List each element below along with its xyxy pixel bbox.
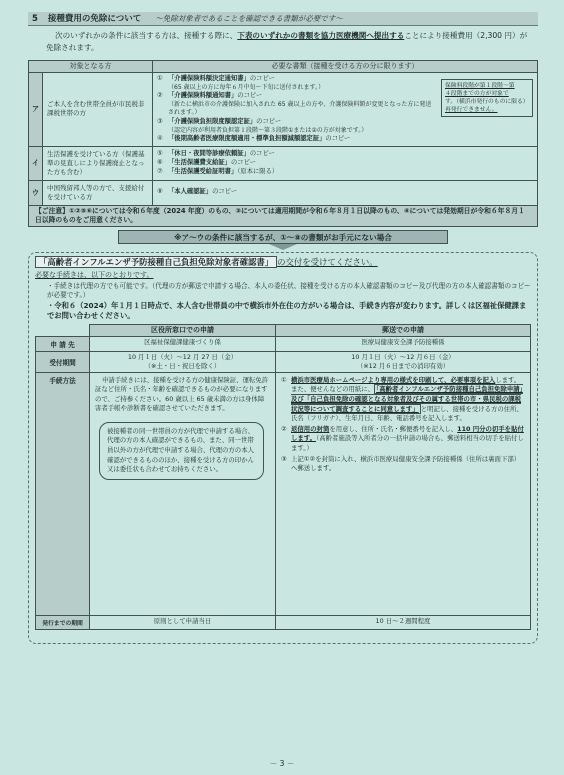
doc-item: ⑧ 「本人確認証」のコピー [157,188,238,196]
outside-resident-note: ・令和６（2024）年１月１日時点で、本人含む世帯員の中で横浜市外在住の方がいる場合は、手続き内容が変わります。詳しくは区福祉保健課までお問い合わせください。 [47,300,527,320]
col-office: 区役所窓口での申請 [90,324,276,336]
no-documents-banner: ※ア～ウの条件に該当するが、①～⑧の書類がお手元にない場合 [118,230,448,244]
section-title: 接種費用の免除について [47,14,142,24]
page-number: － 3 － [269,759,295,768]
caution-note: 【ご注意】①②⑤⑥については令和６年度（2024 年度）のもの、③については適用期間が令和６年８月１日以降のもの、④については発効期日が令和６年８月１日以降のものをご用意ください。 [28,206,538,227]
doc-item: ⑥ 「生活保護費支給証」のコピー [157,158,256,166]
row-code: イ [29,146,43,180]
doc-note: （認定内容が利用者負担第１段階～第３段階①または②の方が対象です。） [168,126,368,134]
row-label: 手続方法 [36,372,90,615]
row-code: ウ [29,180,43,205]
intro-post: ことにより接種費用（2,300 円）が免除されます。 [46,31,528,52]
row-label: 発行までの期間 [36,615,90,629]
doc-item: ③ 「介護保険負担限度額認定証」のコピー [157,117,282,125]
certificate-procedure-box [28,252,538,644]
office-period-note: （※土・日・祝日を除く） [144,361,221,370]
mail-step: ② 返信用の封筒を用意し、住所・氏名・郵便番号を記入し、110 円分の切手を貼付します。（高齢者施設等入所者分の一括申請の場合も、郵送料相当の切手を貼付します。） [281,424,524,452]
head-who: 対象となる方 [29,61,153,73]
proxy-note: ・手続きは代理の方でも可能です。（代理の方が郵送で申請する場合、本人の委任状、接種を受ける方の本人確認書類のコピー及び代理の方の本人確認書類のコピーが必要です。） [47,281,531,299]
procedure-lead: 必要な手続きは、以下のとおりです。 [35,270,154,279]
down-arrow-icon [269,244,297,250]
certificate-name: 「高齢者インフルエンザ予防接種自己負担免除対象者確認書」 [35,256,277,268]
row-label: 申 請 先 [36,336,90,351]
mail-step: ① 横浜市医療局ホームページより専用の様式を印刷して、必要事項を記入します。また、便せんなどの用紙に、 「高齢者インフルエンザ予防接種自己負担免除申請」及び「自己負担免除の確認となる対象者及びその属する世帯の市・県民税の課税状況等について調査することに同意します」 と明記し、接種を受ける方の住所、氏名（フリガナ）、生年月日、年齢、電話番号を記入します。 [281,375,523,423]
head-docs: 必要な書類（接種を受ける方の分に限ります） [153,61,538,73]
row-who: 生活保護を受けている方（保護基準の見直しにより保護廃止となった方も含む） [43,146,153,180]
mail-period-note: （※12 月６日までの消印有効） [356,361,450,370]
office-period: 10 月１日（火）～12 月 27 日（金） [127,352,238,361]
intro-pre: 次のいずれかの条件に該当する方は、接種する際に、 [55,31,238,40]
section-number: 5 [32,14,38,24]
office-dest: 区福祉保健課健康づくり係 [90,336,276,351]
row-who: 中国残留邦人等の方で、支援給付を受けている方 [43,180,153,205]
proxy-requirements-box: 被接種者の同一世帯員の方が代理で申請する場合、代理の方の本人確認ができるもの、また、同一世帯員以外の方が代理で申請する場合、代理の方の本人確認ができるもののほか、接種を受ける方の印かん又は委任状も合わせてお持ちください。 [99,422,264,480]
procedure-table [35,324,531,630]
mail-issue-time: 10 日～２週間程度 [276,615,531,629]
row-label: 受付期間 [36,351,90,372]
office-issue-time: 原則として申請当日 [90,615,276,629]
section-note: ～免除対象者であることを確認できる書類が必要です～ [155,14,343,23]
table-row [36,615,531,629]
doc-item: ② 「介護保険料額通知書」のコピー [157,92,263,100]
premium-tier-callout: 保険料段階が第１段階～第 ４段階までの方が対象で す。（横浜市発行のものに限る） 再発行できません。 [441,79,533,117]
requirements-table [28,60,538,206]
doc-note: （65 歳以上の方に毎年６月中旬～下旬に送付されます。） [168,83,325,91]
row-code: ア [29,73,43,147]
doc-item: ① 「介護保険料額決定通知書」のコピー [157,75,275,82]
table-row [36,351,531,372]
mail-dest: 医療局健康安全課予防接種係 [276,336,531,351]
table-row [29,146,538,180]
row-who: ご本人を含む世帯全員が市民税非課税世帯の方 [43,73,153,147]
intro-paragraph [46,30,534,54]
intro-emphasis: 下表のいずれかの書類を協力医療機関へ提出する [237,31,405,40]
certificate-title-rest: の交付を受けてください。 [277,256,378,267]
doc-item: ④ 「後期高齢者医療限度額適用・標準負担額減額認定証」のコピー [157,135,351,143]
table-row [36,336,531,351]
mail-step: ③ 上記①②を封筒に入れ、横浜市医療局健康安全課予防接種係（住所は裏面下部）へ郵送します。 [281,454,521,473]
table-row [36,372,531,615]
doc-item: ⑤ 「休日・夜間等診療依頼証」のコピー [157,150,275,158]
col-mail: 郵送での申請 [276,324,531,336]
office-method: 申請手続きには、接種を受ける方の健康保険証、運転免許証など住所・氏名・年齢を確認できるものが必要になりますので、ご持参ください。60 歳以上 65 歳未満の方は身体障害者手帳や診断書を確認させていただきます。 [95,375,269,413]
mail-period: 10 月１日（火）～12 月６日（金） [351,352,455,361]
section-header [28,12,538,26]
doc-note: （新たに横浜市の介護保険に加入された 65 歳以上の方や、介護保険料額が変更となった方に発送されます。） [168,100,432,117]
doc-item: ⑦ 「生活保護受給証明書」（原本に限る） [157,167,279,175]
certificate-title [35,256,531,269]
table-row [29,73,538,147]
table-row [29,180,538,205]
